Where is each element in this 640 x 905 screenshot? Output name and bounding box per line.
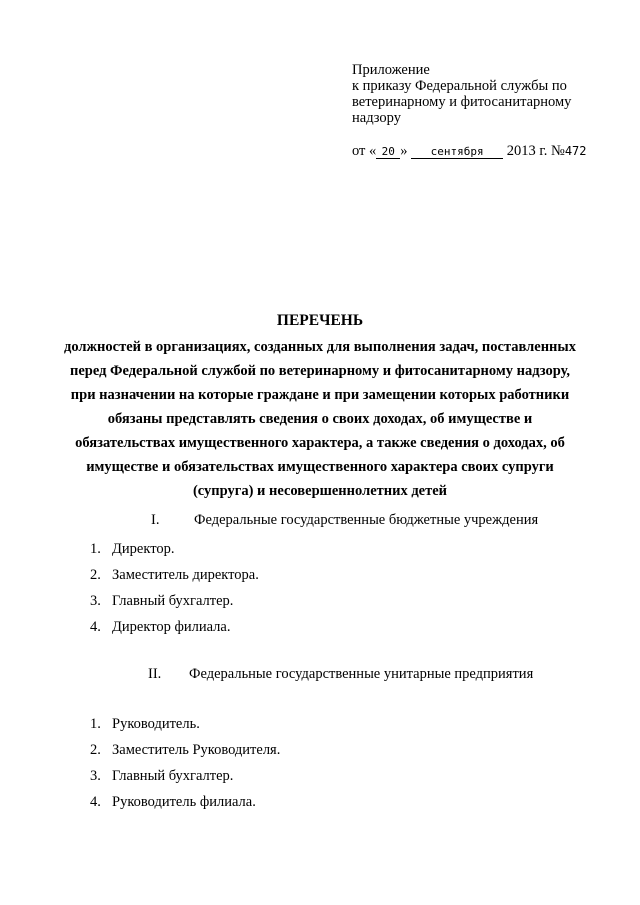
item-number: 4. <box>90 619 101 635</box>
list-item <box>90 793 280 819</box>
list-item <box>90 767 280 793</box>
item-text: Главный бухгалтер. <box>112 593 234 609</box>
appendix-line: надзору <box>352 110 401 126</box>
section-list-1 <box>90 540 259 644</box>
item-text: Заместитель Руководителя. <box>112 742 281 758</box>
subtitle-line: обязательствах имущественного характера, а также сведения о доходах, об <box>75 435 565 451</box>
list-item <box>90 592 259 618</box>
appendix-line: к приказу Федеральной службы по <box>352 78 567 94</box>
item-text: Директор. <box>112 541 175 557</box>
order-close-quote: » <box>400 143 408 159</box>
section-numeral: I. <box>151 512 160 528</box>
list-item <box>90 618 259 644</box>
item-text: Главный бухгалтер. <box>112 768 234 784</box>
subtitle-line: при назначении на которые граждане и при замещении которых работники <box>70 387 570 403</box>
document-title: ПЕРЕЧЕНЬ <box>276 312 364 329</box>
list-item <box>90 540 259 566</box>
order-day: 20 <box>376 145 400 159</box>
order-number: 472 <box>564 144 587 158</box>
appendix-line: ветеринарному и фитосанитарному <box>352 94 572 110</box>
list-item <box>90 715 280 741</box>
item-number: 4. <box>90 794 101 810</box>
section-title: Федеральные государственные унитарные предприятия <box>189 666 534 682</box>
section-title: Федеральные государственные бюджетные учреждения <box>194 512 539 528</box>
order-prefix: от « <box>352 143 377 159</box>
subtitle-line: обязаны представлять сведения о своих доходах, об имуществе и <box>107 411 533 427</box>
item-number: 1. <box>90 541 101 557</box>
order-month: сентября <box>411 145 503 159</box>
item-number: 3. <box>90 768 101 784</box>
order-date-number <box>352 143 587 159</box>
item-text: Руководитель. <box>112 716 200 732</box>
subtitle-line: перед Федеральной службой по ветеринарному и фитосанитарному надзору, <box>69 363 571 379</box>
document-subtitle <box>40 335 600 503</box>
order-year: 2013 г. № <box>506 143 565 159</box>
item-text: Руководитель филиала. <box>112 794 256 810</box>
list-item <box>90 741 280 767</box>
appendix-line: Приложение <box>352 62 430 78</box>
item-number: 2. <box>90 567 101 583</box>
item-text: Заместитель директора. <box>112 567 259 583</box>
list-item <box>90 566 259 592</box>
section-numeral: II. <box>148 666 162 682</box>
item-number: 3. <box>90 593 101 609</box>
subtitle-line: (супруга) и несовершеннолетних детей <box>192 483 448 499</box>
subtitle-line: должностей в организациях, созданных для выполнения задач, поставленных <box>63 339 576 355</box>
subtitle-line: имуществе и обязательствах имущественного характера своих супруги <box>86 459 554 475</box>
item-number: 1. <box>90 716 101 732</box>
section-list-2 <box>90 715 280 819</box>
item-text: Директор филиала. <box>112 619 231 635</box>
appendix-block <box>352 62 571 126</box>
item-number: 2. <box>90 742 101 758</box>
